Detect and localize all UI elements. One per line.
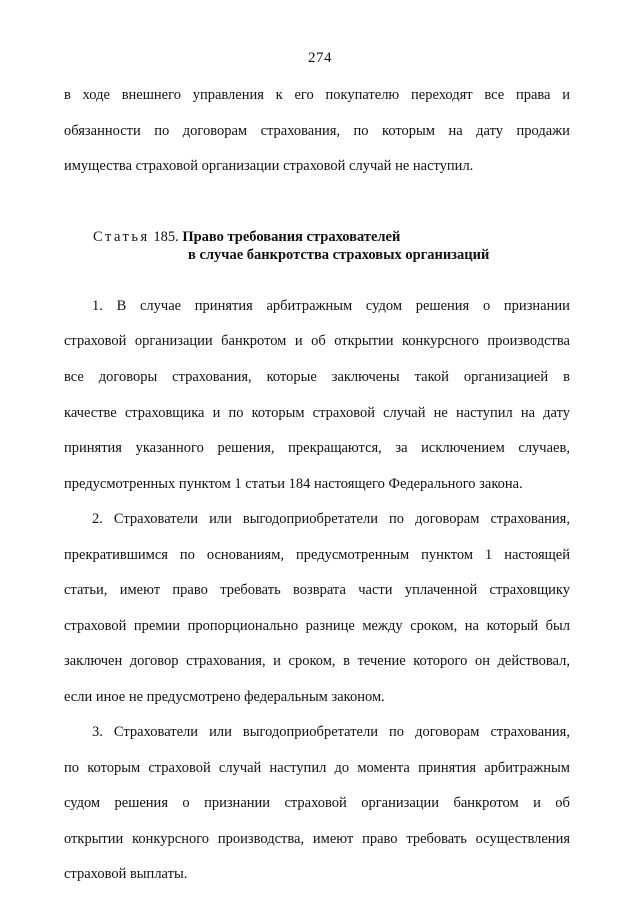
paragraph-2-line (64, 581, 570, 599)
paragraph-line-text: заключен договор страхования, и сроком, в течение которого он действовал, (64, 653, 570, 669)
paragraph-line-text: страховой премии пропорционально разнице между сроком, на который был (64, 618, 570, 634)
paragraph-2-line (64, 652, 570, 670)
paragraph-3-line (64, 794, 570, 812)
paragraph-line-text: принятия указанного решения, прекращаются, за исключением случаев, (64, 440, 570, 456)
paragraph-3-line (64, 865, 187, 883)
intro-line (64, 122, 570, 140)
paragraph-line-text: страховой выплаты. (64, 866, 188, 882)
paragraph-1-line (92, 297, 570, 315)
intro-line-text: имущества страховой организации страховой случай не наступил. (64, 158, 474, 174)
paragraph-1-line (64, 368, 570, 386)
paragraph-line-text: судом решения о признании страховой организации банкротом и об (64, 795, 570, 811)
paragraph-line-text: предусмотренных пунктом 1 статьи 184 настоящего Федерального закона. (64, 476, 523, 492)
paragraph-line-text: по которым страховой случай наступил до момента принятия арбитражным (64, 760, 570, 776)
article-title-line1: Право требования страхователей (182, 229, 401, 245)
paragraph-line-text: 2. Страхователи или выгодоприобретатели по договорам страхования, (92, 511, 570, 527)
page-number: 274 (308, 50, 332, 66)
article-number: 185. (153, 229, 179, 245)
paragraph-2-line (64, 546, 570, 564)
paragraph-line-text: открытии конкурсного производства, имеют право требовать осуществления (64, 831, 570, 847)
paragraph-3-line (64, 830, 570, 848)
paragraph-line-text: если иное не предусмотрено федеральным законом. (64, 689, 385, 705)
paragraph-line-text: все договоры страхования, которые заключены такой организацией в (64, 369, 570, 385)
paragraph-3-line (92, 723, 570, 741)
paragraph-line-text: 1. В случае принятия арбитражным судом решения о признании (92, 298, 570, 314)
paragraph-line-text: 3. Страхователи или выгодоприобретатели по договорам страхования, (92, 724, 570, 740)
paragraph-line-text: страховой организации банкротом и об открытии конкурсного производства (64, 333, 570, 349)
intro-line-text: обязанности по договорам страхования, по которым на дату продажи (64, 123, 570, 139)
paragraph-1-line (64, 404, 570, 422)
paragraph-1-line (64, 439, 570, 457)
paragraph-line-text: прекратившимся по основаниям, предусмотренным пунктом 1 настоящей (64, 547, 570, 563)
intro-line (64, 86, 570, 104)
paragraph-1-line (64, 475, 523, 493)
article-title-line2: в случае банкротства страховых организаций (188, 247, 490, 263)
article-prefix: Статья (93, 229, 150, 245)
paragraph-2-line (92, 510, 570, 528)
paragraph-2-line (64, 617, 570, 635)
paragraph-3-line (64, 759, 570, 777)
paragraph-line-text: качестве страховщика и по которым страховой случай не наступил на дату (64, 405, 570, 421)
paragraph-2-line (64, 688, 385, 706)
paragraph-1-line (64, 332, 570, 350)
paragraph-line-text: статьи, имеют право требовать возврата части уплаченной страховщику (64, 582, 570, 598)
article-heading (93, 228, 400, 246)
intro-line (64, 157, 473, 175)
intro-line-text: в ходе внешнего управления к его покупателю переходят все права и (64, 87, 570, 103)
